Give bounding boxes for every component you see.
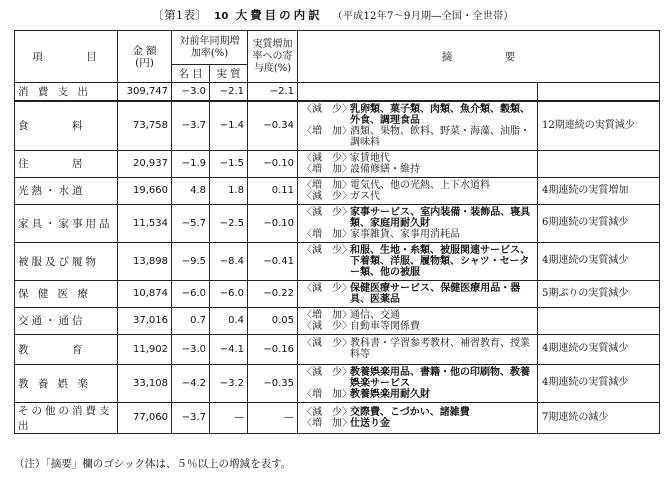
summary-tag: 〈増 加〉 bbox=[302, 388, 352, 400]
summary-line bbox=[302, 283, 535, 305]
summary-text: 自動車等関係費 bbox=[350, 320, 420, 332]
summary-line bbox=[302, 310, 535, 321]
row-note bbox=[538, 307, 660, 334]
row-real: — bbox=[210, 402, 248, 433]
summary-text: 家事サービス、室内装備・装飾品、寝具類、家庭用耐久財 bbox=[350, 206, 531, 229]
row-amount: 33,108 bbox=[118, 364, 172, 402]
summary-tag: 〈増 加〉 bbox=[302, 228, 352, 240]
summary-line bbox=[302, 245, 535, 278]
row-contrib: −0.10 bbox=[248, 150, 298, 177]
row-contrib: −0.22 bbox=[248, 280, 298, 307]
row-summary bbox=[298, 307, 538, 334]
summary-tag: 〈増 加〉 bbox=[302, 125, 352, 137]
summary-text: 教科書・学習参考教材、補習教育、授業料等 bbox=[350, 338, 530, 360]
row-nominal: 0.7 bbox=[172, 307, 210, 334]
summary-text: 教養娯楽用耐久財 bbox=[350, 388, 430, 400]
row-amount: 37,016 bbox=[118, 307, 172, 334]
row-nominal: 4.8 bbox=[172, 177, 210, 204]
row-real: −1.4 bbox=[210, 101, 248, 151]
summary-tag: 〈増 加〉 bbox=[302, 417, 352, 429]
row-contrib: −0.35 bbox=[248, 364, 298, 402]
row-nominal: −4.2 bbox=[172, 364, 210, 402]
summary-text: 和服、生地・糸類、被服関連サービス、下着類、洋服、履物類、シャツ・セーター類、他の被服 bbox=[350, 244, 531, 278]
table-title-number: 10 bbox=[214, 11, 229, 22]
summary-text: 電気代、他の光熱、上下水道料 bbox=[350, 179, 490, 191]
header-nominal: 名 目 bbox=[172, 65, 210, 83]
row-real: 0.4 bbox=[210, 307, 248, 334]
row-real: −1.5 bbox=[210, 150, 248, 177]
row-note bbox=[538, 83, 660, 101]
header-summary: 摘 要 bbox=[298, 31, 660, 83]
expense-table bbox=[14, 30, 660, 434]
row-note: 12期連続の実質減少 bbox=[538, 101, 660, 151]
summary-tag: 〈減 少〉 bbox=[302, 103, 352, 115]
summary-tag: 〈減 少〉 bbox=[302, 320, 352, 332]
row-item: 教 養 娯 楽 bbox=[15, 364, 118, 402]
row-amount: 11,534 bbox=[118, 204, 172, 242]
row-nominal: −5.7 bbox=[172, 204, 210, 242]
summary-line bbox=[302, 126, 535, 148]
row-real: −8.4 bbox=[210, 242, 248, 280]
row-item: 住 居 bbox=[15, 150, 118, 177]
table-row bbox=[15, 364, 660, 402]
table-row bbox=[15, 101, 660, 151]
row-item: 光熱・水道 bbox=[15, 177, 118, 204]
summary-line bbox=[302, 153, 535, 164]
table-row bbox=[15, 204, 660, 242]
row-real: −2.1 bbox=[210, 83, 248, 101]
table-row bbox=[15, 177, 660, 204]
row-real: −2.5 bbox=[210, 204, 248, 242]
row-nominal: −9.5 bbox=[172, 242, 210, 280]
table-title-bracket: 〔第1表〕 bbox=[152, 8, 208, 22]
row-summary bbox=[298, 204, 538, 242]
header-item: 項 目 bbox=[15, 31, 118, 83]
row-real: −6.0 bbox=[210, 280, 248, 307]
row-summary bbox=[298, 280, 538, 307]
header-amount-unit: (円) bbox=[135, 56, 154, 69]
summary-text: 通信、交通 bbox=[350, 309, 400, 321]
header-amount bbox=[118, 31, 172, 83]
row-note bbox=[538, 150, 660, 177]
row-amount: 77,060 bbox=[118, 402, 172, 433]
table-title-sub: （平成12年7～9月期―全国・全世帯） bbox=[332, 11, 514, 22]
row-note: 4期連続の実質減少 bbox=[538, 242, 660, 280]
row-amount: 19,660 bbox=[118, 177, 172, 204]
row-note: 4期連続の実質増加 bbox=[538, 177, 660, 204]
summary-line bbox=[302, 191, 535, 202]
summary-line bbox=[302, 104, 535, 126]
row-note: 4期連続の実質減少 bbox=[538, 364, 660, 402]
summary-text: 家事雑貨、家事用消耗品 bbox=[350, 228, 460, 240]
row-summary bbox=[298, 334, 538, 364]
row-summary bbox=[298, 242, 538, 280]
row-note: 5期ぶりの実質減少 bbox=[538, 280, 660, 307]
table-row bbox=[15, 150, 660, 177]
table-row bbox=[15, 280, 660, 307]
row-nominal: −1.9 bbox=[172, 150, 210, 177]
row-summary bbox=[298, 177, 538, 204]
table-row bbox=[15, 334, 660, 364]
row-contrib: −2.1 bbox=[248, 83, 298, 101]
summary-line bbox=[302, 367, 535, 389]
row-contrib: −0.41 bbox=[248, 242, 298, 280]
summary-text: 交際費、こづかい、諸雑費 bbox=[350, 406, 470, 418]
footnote: （注）「摘要」欄のゴシック体は、５％以上の増減を表す。 bbox=[14, 458, 292, 470]
table-row bbox=[15, 307, 660, 334]
summary-text: 保健医療サービス、保健医療用品・器具、医薬品 bbox=[350, 282, 521, 305]
row-real: −4.1 bbox=[210, 334, 248, 364]
row-item: 交通・通信 bbox=[15, 307, 118, 334]
summary-tag: 〈増 加〉 bbox=[302, 163, 352, 175]
row-item: 消 費 支 出 bbox=[15, 83, 118, 101]
summary-tag: 〈減 少〉 bbox=[302, 206, 352, 218]
table-row bbox=[15, 242, 660, 280]
row-real: 1.8 bbox=[210, 177, 248, 204]
summary-tag: 〈減 少〉 bbox=[302, 282, 352, 294]
summary-tag: 〈減 少〉 bbox=[302, 244, 352, 256]
summary-line bbox=[302, 418, 535, 429]
table-row bbox=[15, 83, 660, 101]
row-nominal: −3.0 bbox=[172, 83, 210, 101]
row-amount: 20,937 bbox=[118, 150, 172, 177]
summary-text: 仕送り金 bbox=[350, 417, 390, 429]
summary-tag: 〈減 少〉 bbox=[302, 406, 352, 418]
header-yoy: 対前年同期増加率(%) bbox=[172, 31, 248, 65]
row-amount: 10,874 bbox=[118, 280, 172, 307]
row-contrib: 0.05 bbox=[248, 307, 298, 334]
row-item: 教 育 bbox=[15, 334, 118, 364]
summary-text: 家賃地代 bbox=[350, 152, 390, 164]
table-body bbox=[15, 83, 660, 434]
row-item: 食 料 bbox=[15, 101, 118, 151]
table-title-main: 大費目の内訳 bbox=[235, 8, 323, 22]
row-contrib: −0.16 bbox=[248, 334, 298, 364]
summary-tag: 〈減 少〉 bbox=[302, 190, 352, 202]
row-real: −3.2 bbox=[210, 364, 248, 402]
row-amount: 309,747 bbox=[118, 83, 172, 101]
row-nominal: −3.7 bbox=[172, 101, 210, 151]
row-note: 4期連続の実質減少 bbox=[538, 334, 660, 364]
row-contrib: −0.34 bbox=[248, 101, 298, 151]
row-note: 6期連続の実質減少 bbox=[538, 204, 660, 242]
summary-tag: 〈減 少〉 bbox=[302, 152, 352, 164]
summary-tag: 〈減 少〉 bbox=[302, 366, 352, 378]
row-nominal: −3.0 bbox=[172, 334, 210, 364]
row-contrib: — bbox=[248, 402, 298, 433]
row-summary bbox=[298, 364, 538, 402]
summary-text: 設備修繕・維持 bbox=[350, 163, 420, 175]
summary-tag: 〈増 加〉 bbox=[302, 179, 352, 191]
header-real: 実 質 bbox=[210, 65, 248, 83]
row-amount: 73,758 bbox=[118, 101, 172, 151]
row-item: その他の消費支出 bbox=[15, 402, 118, 433]
summary-line bbox=[302, 164, 535, 175]
row-amount: 13,898 bbox=[118, 242, 172, 280]
row-item: 被服及び履物 bbox=[15, 242, 118, 280]
table-title bbox=[0, 7, 666, 23]
row-note: 7期連続の減少 bbox=[538, 402, 660, 433]
row-item: 保 健 医 療 bbox=[15, 280, 118, 307]
summary-line bbox=[302, 207, 535, 229]
summary-line bbox=[302, 229, 535, 240]
table-row bbox=[15, 402, 660, 433]
summary-line bbox=[302, 338, 535, 360]
row-summary bbox=[298, 150, 538, 177]
summary-text: 乳卵類、菓子類、肉類、魚介類、穀類、外食、調理食品 bbox=[350, 103, 530, 126]
summary-tag: 〈減 少〉 bbox=[302, 338, 352, 349]
summary-line bbox=[302, 180, 535, 191]
row-nominal: −3.7 bbox=[172, 402, 210, 433]
row-summary bbox=[298, 402, 538, 433]
summary-line bbox=[302, 407, 535, 418]
row-summary bbox=[298, 101, 538, 151]
row-summary bbox=[298, 83, 538, 101]
header-amount-label: 金 額 bbox=[132, 44, 157, 57]
summary-text: ガス代 bbox=[350, 190, 380, 202]
row-contrib: −0.10 bbox=[248, 204, 298, 242]
summary-line bbox=[302, 389, 535, 400]
summary-text: 教養娯楽用品、書籍・他の印刷物、教養娯楽サービス bbox=[350, 366, 530, 389]
row-contrib: 0.11 bbox=[248, 177, 298, 204]
row-item: 家具・家事用品 bbox=[15, 204, 118, 242]
row-nominal: −6.0 bbox=[172, 280, 210, 307]
summary-tag: 〈増 加〉 bbox=[302, 309, 352, 321]
row-amount: 11,902 bbox=[118, 334, 172, 364]
summary-line bbox=[302, 321, 535, 332]
summary-text: 酒類、果物、飲料、野菜・海藻、油脂・調味料 bbox=[350, 125, 530, 148]
header-contrib: 実質増加率への寄与度(%) bbox=[248, 31, 298, 83]
